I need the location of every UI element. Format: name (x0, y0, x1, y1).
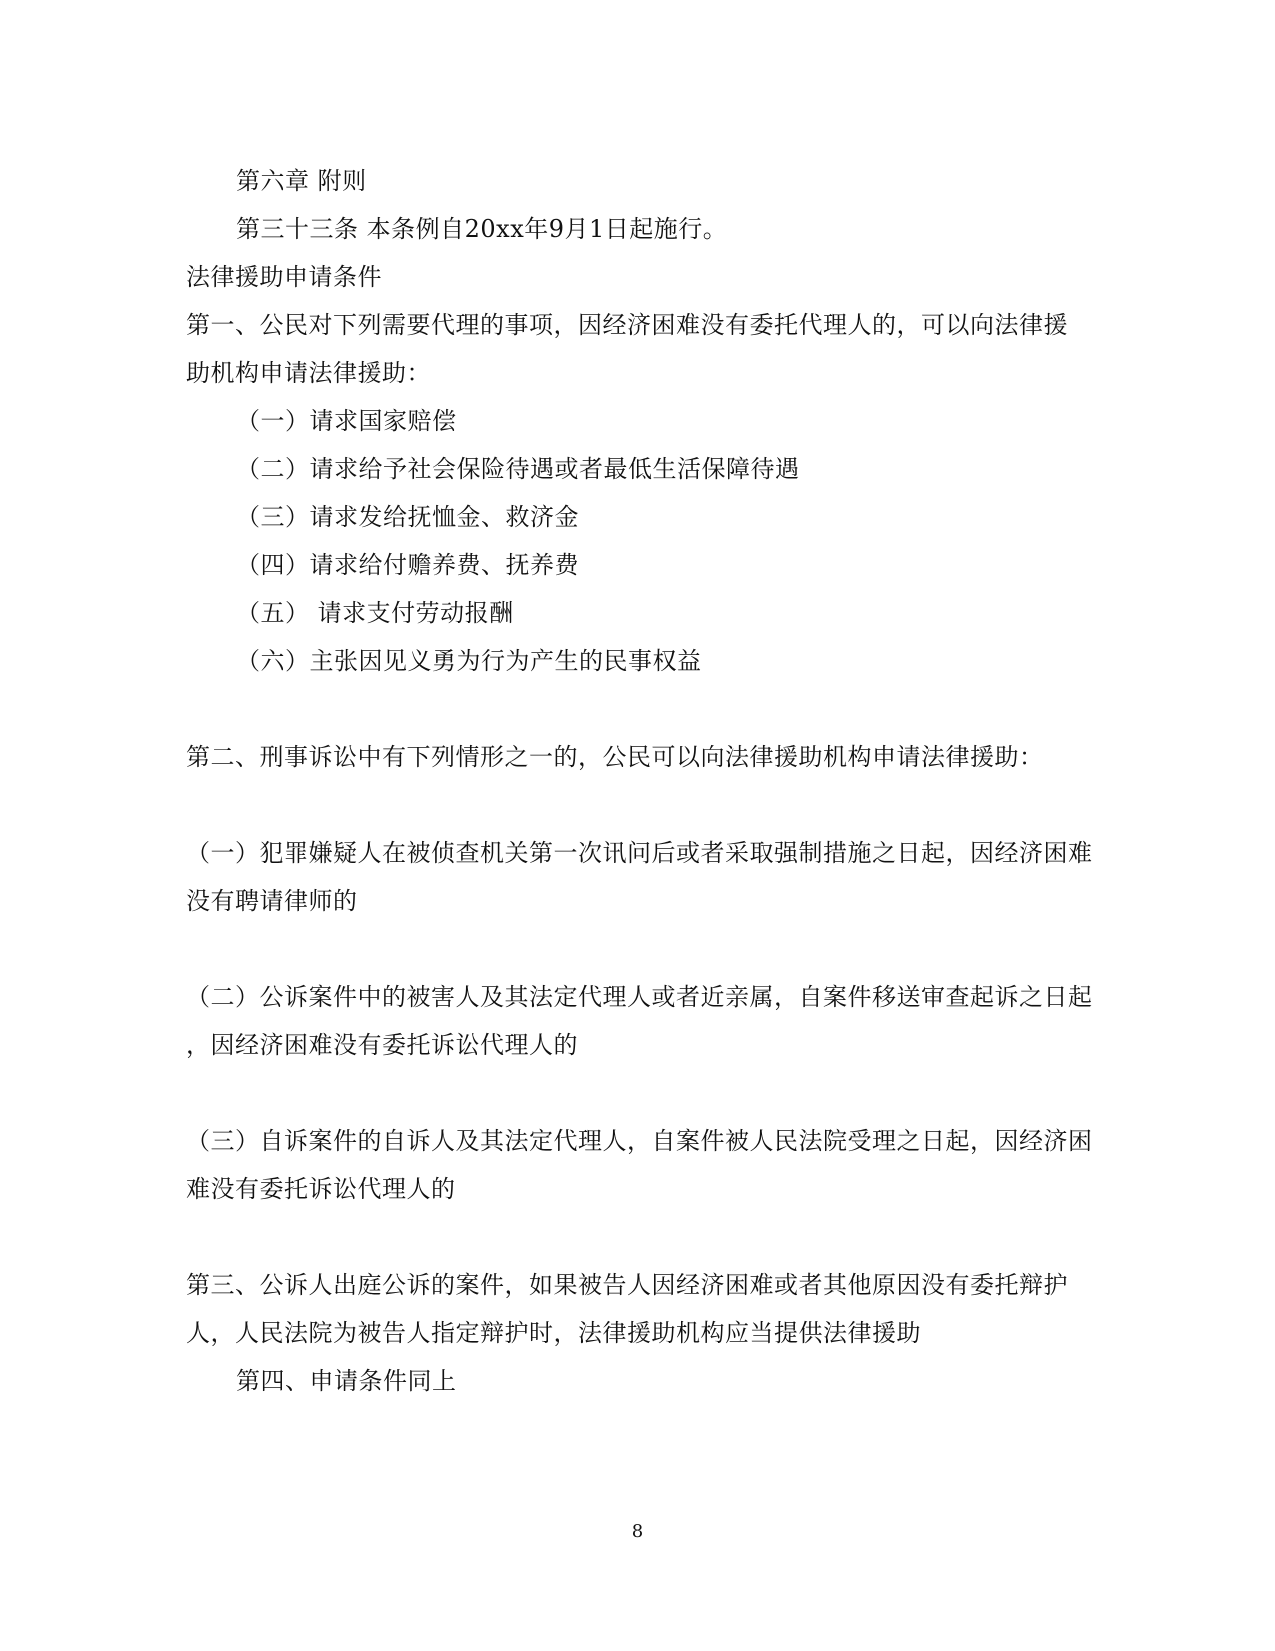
paragraph-line: 难没有委托诉讼代理人的 (186, 1175, 456, 1203)
chapter-heading: 第六章 附则 (236, 167, 367, 195)
paragraph-line: （一）犯罪嫌疑人在被侦查机关第一次讯问后或者采取强制措施之日起，因经济困难 (186, 839, 1093, 867)
section-heading: 法律援助申请条件 (186, 263, 382, 291)
article-33: 第三十三条 本条例自20xx年9月1日起施行。 (236, 215, 728, 243)
paragraph-line: ，因经济困难没有委托诉讼代理人的 (186, 1031, 578, 1059)
page-number: 8 (631, 1521, 644, 1542)
paragraph-line: 第二、刑事诉讼中有下列情形之一的，公民可以向法律援助机构申请法律援助： (186, 743, 1044, 771)
paragraph-line: 人，人民法院为被告人指定辩护时，法律援助机构应当提供法律援助 (186, 1319, 921, 1347)
paragraph-line: （三）自诉案件的自诉人及其法定代理人，自案件被人民法院受理之日起，因经济困 (186, 1127, 1093, 1155)
list-item: （二）请求给予社会保险待遇或者最低生活保障待遇 (236, 455, 800, 483)
list-item: （六）主张因见义勇为行为产生的民事权益 (236, 647, 702, 675)
paragraph-line: 第四、申请条件同上 (236, 1367, 457, 1395)
list-item: （三）请求发给抚恤金、救济金 (236, 503, 579, 531)
list-item: （一）请求国家赔偿 (236, 407, 457, 435)
paragraph-line: 助机构申请法律援助： (186, 359, 431, 387)
list-item: （四）请求给付赡养费、抚养费 (236, 551, 579, 579)
paragraph-line: 没有聘请律师的 (186, 887, 358, 915)
paragraph-line: （二）公诉案件中的被害人及其法定代理人或者近亲属，自案件移送审查起诉之日起 (186, 983, 1093, 1011)
paragraph-line: 第一、公民对下列需要代理的事项，因经济困难没有委托代理人的，可以向法律援 (186, 311, 1068, 339)
paragraph-line: 第三、公诉人出庭公诉的案件，如果被告人因经济困难或者其他原因没有委托辩护 (186, 1271, 1068, 1299)
list-item: （五） 请求支付劳动报酬 (236, 599, 514, 627)
